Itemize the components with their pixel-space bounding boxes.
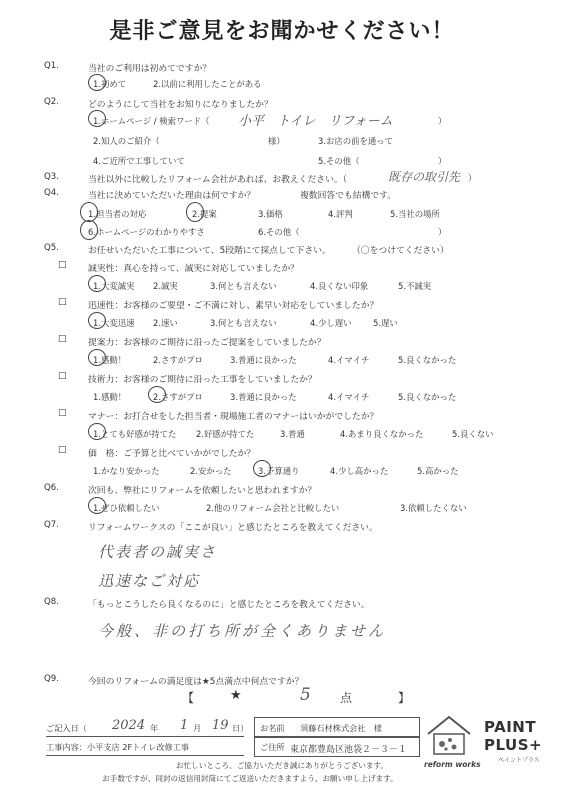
q5-item-1-option[interactable]: 3.何とも言えない: [210, 281, 277, 291]
q5-item-3-option[interactable]: 5.良くなかった: [398, 355, 457, 365]
q4-text: 当社に決めていただいた理由は何ですか？: [88, 191, 256, 201]
q5-item-6-option[interactable]: 5.高かった: [417, 466, 459, 476]
selection-circle: [88, 275, 106, 292]
date-year: 2024: [112, 718, 146, 733]
page-title: 是非ご意見をお聞かせください！: [109, 19, 455, 44]
q5-item-label: 価 格：ご予算と比べていかがでしたか？: [88, 449, 256, 459]
selection-circle: [253, 460, 271, 477]
date-year-unit: 年: [150, 723, 159, 733]
q5-item-6-option[interactable]: 3.予算通り: [258, 466, 300, 476]
q5-item-3-option[interactable]: 3.普通に良かった: [230, 355, 297, 365]
q5-item-label: 誠実性：真心を持って、誠実に対応していましたか？: [88, 264, 299, 274]
q5-item-label: マナー：お打合せをした担当者・現場施工者のマナーはいかがでしたか？: [88, 412, 379, 422]
q4-option-3[interactable]: 3.価格: [258, 209, 283, 219]
selection-circle: [148, 386, 166, 403]
q5-item-2-option[interactable]: 5.遅い: [373, 318, 398, 328]
paren-close: ）: [438, 156, 447, 166]
return-note: お手数ですが、同封の返信用封筒にてご返送いただきますよう、お願い申し上げます。: [102, 774, 398, 783]
paren-close: ）: [468, 173, 477, 183]
q1-option-1[interactable]: 1.初めて: [93, 79, 127, 89]
star-icon: ★: [230, 688, 242, 703]
q1-number: Q1.: [44, 61, 59, 71]
q5-item-3-option[interactable]: 4.イマイチ: [328, 355, 370, 365]
q4-option-1[interactable]: 1.担当者の対応: [88, 209, 147, 219]
name-label: お名前: [260, 723, 285, 733]
q8-number: Q8.: [44, 597, 59, 607]
q4-option-5[interactable]: 5.当社の場所: [390, 209, 440, 219]
q5-item-3-option[interactable]: 1.感動！: [93, 355, 127, 365]
q1-option-2[interactable]: 2.以前に利用したことがある: [153, 79, 262, 89]
q5-note: （〇をつけてください）: [352, 246, 449, 256]
q4-number: Q4.: [44, 188, 59, 198]
house-icon: [424, 712, 474, 758]
q2-number: Q2.: [44, 97, 59, 107]
q5-item-1-option[interactable]: 2.誠実: [153, 281, 178, 291]
q5-item-5-option[interactable]: 2.好感が持てた: [196, 429, 255, 439]
q5-text: お任せいただいた工事について、5段階にて採点して下さい。: [88, 246, 331, 256]
q4-option-2[interactable]: 2.提案: [192, 209, 217, 219]
selection-circle: [88, 312, 106, 329]
q5-item-2-option[interactable]: 1.大変迅速: [93, 318, 135, 328]
q5-item-2-option[interactable]: 3.何とも言えない: [210, 318, 277, 328]
q5-item-label: 提案力：お客様のご期待に沿ったご提案をしていましたか？: [88, 338, 326, 348]
selection-circle: [88, 74, 106, 91]
q5-item-6-option[interactable]: 4.少し高かった: [330, 466, 389, 476]
reform-works-text: reform works: [424, 760, 481, 769]
selection-circle: [80, 220, 98, 240]
q5-item-5-option[interactable]: 1.とても好感が持てた: [93, 429, 177, 439]
score-unit: 点: [340, 691, 353, 705]
q5-item-label: 技術力：お客様のご期待に沿った工事をしていましたか？: [88, 375, 317, 385]
address-box: [254, 737, 420, 757]
work-content: 工事内容：小平支店 2Fトイレ改修工事: [46, 742, 190, 752]
checkbox-icon[interactable]: □: [58, 297, 67, 307]
customer-name: 須藤石材株式会社 様: [300, 723, 382, 733]
selection-circle: [88, 349, 106, 366]
q9-text: 今回のリフォームの満足度は★5点満点中何点ですか？: [88, 677, 304, 687]
q5-item-4-option[interactable]: 4.イマイチ: [328, 392, 370, 402]
q4-option-4[interactable]: 4.評判: [328, 209, 353, 219]
q2-handwritten-keywords: 小平 トイレ リフォーム: [238, 114, 393, 129]
paint-plus-logo-line1: PAINT: [484, 718, 537, 736]
q6-option-2[interactable]: 2.他のリフォーム会社と比較したい: [206, 503, 340, 513]
selection-circle: [80, 202, 98, 222]
q2-option-3[interactable]: 3.お店の前を通って: [318, 136, 393, 146]
q7-number: Q7.: [44, 520, 59, 530]
q6-number: Q6.: [44, 483, 59, 493]
q4-option-7[interactable]: 6.その他（: [258, 227, 300, 237]
selection-circle: [186, 202, 204, 222]
q5-item-5-option[interactable]: 5.良くない: [452, 429, 494, 439]
q8-handwritten-answer: 今般、非の打ち所が全くありません: [98, 622, 387, 640]
paren-close: ）: [438, 116, 447, 126]
q6-text: 次回も、弊社にリフォームを依頼したいと思われますか？: [88, 486, 317, 496]
q3-text: 当社以外に比較したリフォーム会社があれば、お教えください。（: [88, 175, 348, 185]
q4-option-6[interactable]: 6.ホームページのわかりやすさ: [88, 227, 205, 237]
q5-item-1-option[interactable]: 1.大変誠実: [93, 281, 135, 291]
q6-option-1[interactable]: 1.ぜひ依頼したい: [93, 503, 160, 513]
q5-item-3-option[interactable]: 2.さすがプロ: [153, 355, 203, 365]
q5-item-6-option[interactable]: 2.安かった: [190, 466, 232, 476]
checkbox-icon[interactable]: □: [58, 260, 67, 270]
q5-item-5-option[interactable]: 4.あまり良くなかった: [340, 429, 424, 439]
address-label: ご住所: [260, 742, 285, 752]
q5-item-4-option[interactable]: 3.普通に良かった: [230, 392, 297, 402]
checkbox-icon[interactable]: □: [58, 371, 67, 381]
q5-item-1-option[interactable]: 4.良くない印象: [310, 281, 369, 291]
q7-text: リフォームワークスの「ここが良い」と感じたところを教えてください。: [88, 523, 378, 533]
selection-circle: [88, 423, 106, 440]
customer-address: 東京都豊島区池袋２－３－１: [290, 745, 408, 755]
score-bracket-close: 】: [398, 691, 411, 705]
q9-number: Q9.: [44, 674, 59, 684]
date-day: 19: [212, 718, 229, 733]
q3-number: Q3.: [44, 172, 59, 182]
q8-text: 「もっとこうしたら良くなるのに」と感じたところを教えてください。: [88, 600, 370, 610]
date-underline: [46, 736, 244, 737]
q5-item-label: 迅速性：お客様のご要望・ご不満に対し、素早い対応をしていましたか？: [88, 301, 379, 311]
q1-text: 当社のご利用は初めてですか？: [88, 64, 212, 74]
paren-close: ）: [438, 227, 447, 237]
q5-item-5-option[interactable]: 3.普通: [280, 429, 305, 439]
selection-circle: [88, 497, 106, 514]
date-month: 1: [180, 718, 189, 733]
paint-plus-logo-line2: PLUS+: [484, 736, 543, 754]
q2-option-4[interactable]: 4.ご近所で工事していて: [93, 156, 185, 166]
score-value: 5: [300, 685, 311, 705]
q4-note: 複数回答でも結構です。: [300, 191, 397, 201]
q2-text: どのようにして当社をお知りになりましたか？: [88, 100, 273, 110]
q5-item-2-option[interactable]: 4.少し遅い: [310, 318, 352, 328]
q5-item-4-option[interactable]: 2.さすがプロ: [153, 392, 203, 402]
checkbox-icon[interactable]: □: [58, 408, 67, 418]
date-month-unit: 月: [193, 723, 202, 733]
work-underline: [46, 755, 244, 756]
q5-item-4-option[interactable]: 1.感動！: [93, 392, 127, 402]
q2-option-5[interactable]: 5.その他（: [318, 156, 360, 166]
q7-handwritten-answer-1: 代表者の誠実さ: [98, 543, 218, 561]
checkbox-icon[interactable]: □: [58, 445, 67, 455]
q2-option-2[interactable]: 2.知人のご紹介（: [93, 136, 160, 146]
q5-item-2-option[interactable]: 2.速い: [153, 318, 178, 328]
q2-option-1[interactable]: 1.ホームページ / 検索ワード（: [93, 116, 210, 126]
score-bracket-open: 【: [182, 691, 195, 705]
q5-number: Q5.: [44, 243, 59, 253]
q6-option-3[interactable]: 3.依頼したくない: [400, 503, 467, 513]
q7-handwritten-answer-2: 迅速なご対応: [98, 572, 201, 590]
name-box: [254, 717, 420, 737]
q5-item-4-option[interactable]: 5.良くなかった: [398, 392, 457, 402]
thanks-text: お忙しいところ、ご協力いただき誠にありがとうございます。: [175, 761, 388, 770]
q3-handwritten-answer: 既存の取引先: [388, 170, 461, 184]
q2-option-2-suffix: 様）: [268, 136, 285, 146]
paint-plus-kana: ペイントプラス: [498, 757, 540, 764]
checkbox-icon[interactable]: □: [58, 334, 67, 344]
selection-circle: [88, 110, 106, 127]
date-label: ご記入日（: [46, 723, 87, 733]
q5-item-1-option[interactable]: 5.不誠実: [398, 281, 432, 291]
reform-works-logo: [424, 712, 474, 760]
date-day-unit: 日）: [232, 723, 249, 733]
q5-item-6-option[interactable]: 1.かなり安かった: [93, 466, 160, 476]
